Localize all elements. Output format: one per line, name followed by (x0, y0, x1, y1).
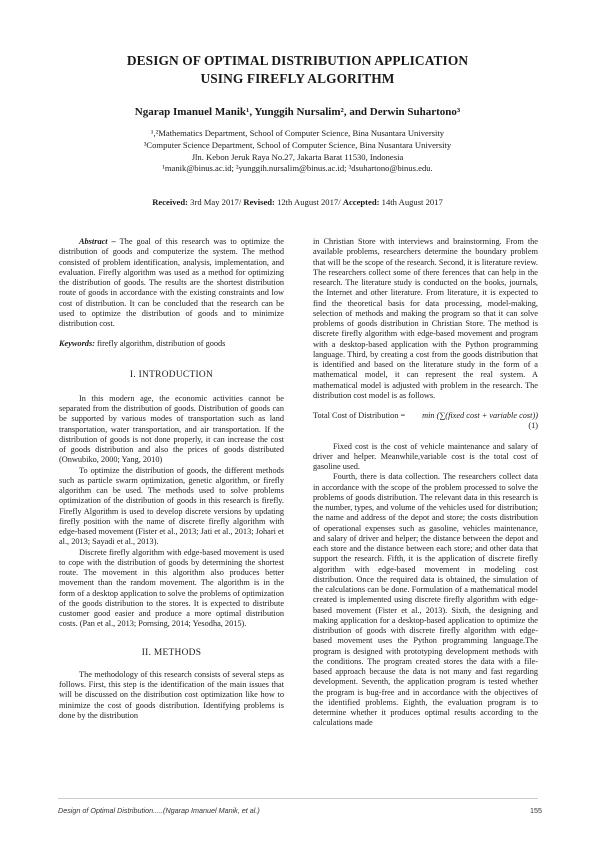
footer-divider (58, 798, 538, 799)
affiliation-line: ¹,²Mathematics Department, School of Computer Science, Bina Nusantara University (150, 128, 445, 138)
revised-label: Revised: (243, 197, 275, 207)
submission-dates (40, 197, 555, 207)
abstract-label: Abstract – (79, 237, 116, 246)
intro-paragraph-3: Discrete firefly algorithm with edge-based movement is used to cope with the distribution of goods by determining the shortest route. The movement in this algorithm also produces better movement than the random movement. The algorithm is in the form of a desktop application to solve the problems of optimization of the goods distribution to the stores. It is expected to distribute customer good easier and produce a more optimal distribution costs. (Pan et al., 2013; Pornsing, 2014; Yesodha, 2015). (59, 547, 284, 629)
received-label: Received: (152, 197, 188, 207)
methods-paragraph-1: The methodology of this research consists of several steps as follows. First, this step is the identification of the main issues that will be discussed on the distribution cost optimization like how to minimize the cost of goods distribution. Identifying problems is done by the distribution (59, 669, 284, 720)
paper-title (60, 52, 535, 88)
authors: Ngarap Imanuel Manik¹, Yunggih Nursalim², and Derwin Suhartono³ (134, 106, 461, 118)
revised-date: 12th August 2017/ (277, 197, 341, 207)
title-line-1: DESIGN OF OPTIMAL DISTRIBUTION APPLICATION (126, 53, 469, 68)
section-heading-methods: II. METHODS (141, 647, 202, 658)
accepted-date: 14th August 2017 (381, 197, 443, 207)
methods-paragraph-steps: Fourth, there is data collection. The researchers collect data in accordance with the scope of the problem processed to solve the problems of goods distribution. The relevant data in this research is the number, types, and volume of the vehicles used for distribution; the name and address of the depot and store; the costs distribution of operational expenses such as gasoline, vehicles maintenance, and salary of driver and helper; the distance between the depot and each store and the distance between each store; and other data that support the research. Fifth, it is the application of discrete firefly algorithm with edge-based movement in modeling cost distribution. Once the required data is obtained, the simulation of the calculations can be done. Formulation of a mathematical model created is implemented using discrete firefly algorithm with edge-based movement (Fister et al., 2013). Sixth, the designing and making application for a desktop-based application to optimize the distribution of goods with discrete firefly algorithm with edge-based movement uses the Python programming language.The program is designed with prototyping development methods with the conditions. The program created stores the data with a file-based approach because the data is not many and fast regarding development. Seventh, the application program is tested whether the program is bug-free and in accordance with the objectives of the identified problems. Eighth, the evaluation program is to determine whether it produces optimal results according to the calculations made (313, 472, 538, 728)
equation-rhs: min (∑(fixed cost + variable cost)) (422, 411, 538, 420)
received-date: 3rd May 2017/ (190, 197, 242, 207)
methods-paragraph-continued: in Christian Store with interviews and brainstorming. From the available problems, researchers determine the boundary problem that will be the scope of the research. Second, it is literature review. The researchers collect some of there ferences that can help in the research. The literature study is conducted on the books, journals, the Internet and other literature. From literature, it is expected to find the theoretical basis for data processing, model-making, selection of methods and making the program so that it can solve problems of goods distribution in Christian Store. The method is discrete firefly algorithm with edge-based movement and program with a desktop-based application with the Python programming language. Third, by creating a cost from the goods distribution that is identified and based on the literature study in the form of a mathematical model, it can represent the real system. A mathematical model is adjusted with problem in the research. The distribution cost model is as follows. (313, 237, 538, 400)
running-footer: Design of Optimal Distribution.....(Ngarap Imanuel Manik, et al.) (58, 806, 260, 815)
intro-paragraph-1: In this modern age, the economic activities cannot be separated from the distribution of goods. Distribution of goods can be supported by various modes of transportation such as land transportation, water transportation, and air transportation. If the distribution of goods is not done properly, it can increase the cost of goods distribution and also the prices of goods distributed (Onwubiko, 2000; Yang, 2010) (59, 393, 284, 465)
intro-paragraph-2: To optimize the distribution of goods, the different methods such as particle swarm optimization, genetic algorithm, or firefly algorithm can be used. The methods used to solve problems optimization of the distribution of goods in this research is firefly. Firefly Algorithm is used to develop discrete versions by updating firefly position with the name of discrete firefly algorithm with edge-based movement (Fister et al., 2013; Jati et al., 2013; Johari et al., 2013; Sayadi et al., 2013). (59, 465, 284, 547)
affiliations (40, 128, 555, 175)
email-line: ¹manik@binus.ac.id; ²yunggih.nursalim@binus.ac.id; ³dsuhartono@binus.edu. (162, 163, 433, 174)
title-line-2: USING FIREFLY ALGORITHM (200, 71, 395, 86)
keywords-label: Keywords: (59, 339, 95, 349)
accepted-label: Accepted: (342, 197, 380, 207)
methods-paragraph-fixed-cost: Fixed cost is the cost of vehicle maintenance and salary of driver and helper. Meanwhile,variable cost is the total cost of gasoline used. (313, 441, 538, 471)
right-column (313, 237, 538, 729)
abstract-text: The goal of this research was to optimize the distribution of goods and computerize the system. The method consisted of problem identification, analysis, implementation, and evaluation. Firefly algorithm was used as a method for optimizing the distribution of goods. The results are the shortest distribution route of goods in accordance with the existing constraints and low cost of distribution. It can be concluded that the research can be used to optimize the distribution of goods and to minimize distribution cost. (59, 237, 284, 328)
equation-lhs: Total Cost of Distribution = (313, 411, 406, 420)
left-column (59, 237, 284, 721)
keywords (59, 339, 284, 349)
keywords-text: firefly algorithm, distribution of goods (97, 339, 226, 349)
affiliation-line: Jln. Kebon Jeruk Raya No.27, Jakarta Barat 11530, Indonesia (191, 151, 404, 162)
affiliation-line: ³Computer Science Department, School of Computer Science, Bina Nusantara University (143, 139, 452, 150)
section-heading-introduction: I. INTRODUCTION (129, 369, 214, 380)
equation-number: (1) (528, 421, 538, 431)
equation (313, 411, 538, 421)
page-number: 155 (530, 806, 542, 815)
abstract (59, 237, 284, 329)
